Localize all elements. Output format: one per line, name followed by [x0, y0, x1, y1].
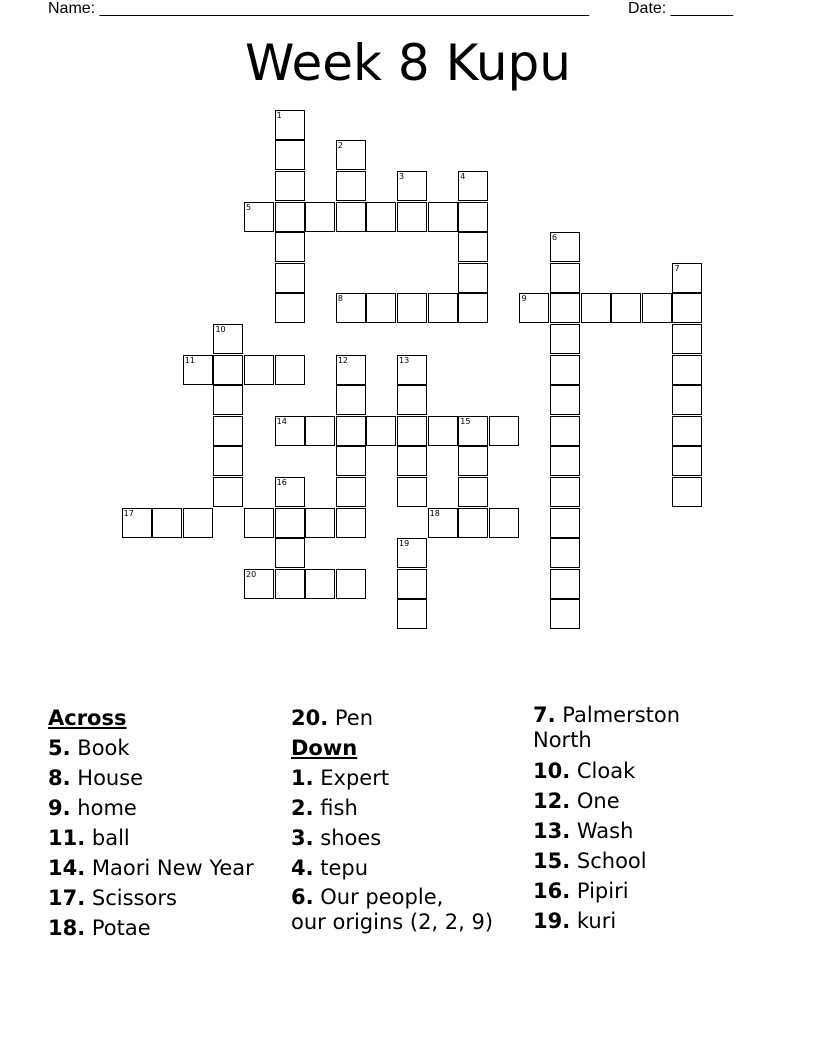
crossword-cell[interactable] [550, 385, 580, 415]
clue-down-1: 1. Expert [291, 766, 390, 790]
clue-down-13: 13. Wash [533, 819, 634, 843]
clue-number: 16 [276, 478, 287, 488]
crossword-cell[interactable] [428, 202, 458, 232]
crossword-cell[interactable] [213, 416, 243, 446]
crossword-cell[interactable] [275, 508, 305, 538]
clue-down-12: 12. One [533, 789, 620, 813]
crossword-cell[interactable] [397, 599, 427, 629]
clue-number: 13 [399, 355, 410, 365]
clue-number: 14 [276, 416, 287, 426]
crossword-cell[interactable] [336, 140, 366, 170]
date-field: Date: _______ [628, 0, 733, 17]
crossword-cell[interactable] [275, 477, 305, 507]
crossword-cell[interactable] [550, 569, 580, 599]
crossword-cell[interactable] [428, 416, 458, 446]
crossword-cell[interactable] [550, 293, 580, 323]
crossword-cell[interactable] [275, 569, 305, 599]
crossword-cell[interactable] [550, 508, 580, 538]
clue-across-18: 18. Potae [48, 916, 151, 940]
crossword-cell[interactable] [244, 508, 274, 538]
clue-down-4: 4. tepu [291, 856, 369, 880]
clue-down-10: 10. Cloak [533, 759, 636, 783]
crossword-cell[interactable] [550, 477, 580, 507]
crossword-cell[interactable] [458, 508, 488, 538]
crossword-cell[interactable] [397, 538, 427, 568]
crossword-cell[interactable] [550, 324, 580, 354]
crossword-cell[interactable] [550, 263, 580, 293]
crossword-cell[interactable] [336, 569, 366, 599]
crossword-cell[interactable] [672, 293, 702, 323]
crossword-cell[interactable] [275, 171, 305, 201]
clue-across-9: 9. home [48, 796, 137, 820]
clues-column-2 [291, 703, 493, 938]
clue-across-17: 17. Scissors [48, 886, 177, 910]
crossword-cell[interactable] [397, 293, 427, 323]
crossword-cell[interactable] [336, 508, 366, 538]
crossword-cell[interactable] [458, 263, 488, 293]
crossword-cell[interactable] [336, 416, 366, 446]
crossword-cell[interactable] [244, 202, 274, 232]
clue-across-8: 8. House [48, 766, 144, 790]
across-heading: Across [48, 706, 127, 730]
crossword-cell[interactable] [397, 385, 427, 415]
crossword-cell[interactable] [122, 508, 152, 538]
crossword-cell[interactable] [672, 263, 702, 293]
crossword-cell[interactable] [275, 538, 305, 568]
crossword-cell[interactable] [672, 446, 702, 476]
crossword-cell[interactable] [336, 385, 366, 415]
crossword-cell[interactable] [397, 202, 427, 232]
crossword-cell[interactable] [397, 477, 427, 507]
clue-number: 11 [184, 355, 196, 365]
clue-number: 7 [674, 263, 680, 273]
clue-number: 8 [337, 294, 343, 304]
clues-column-1 [48, 703, 254, 943]
clue-down-15: 15. School [533, 849, 647, 873]
clue-across-20: 20. Pen [291, 706, 374, 730]
page-title: Week 8 Kupu [244, 34, 571, 92]
crossword-cell[interactable] [397, 446, 427, 476]
crossword-cell[interactable] [366, 293, 396, 323]
crossword-cell[interactable] [397, 416, 427, 446]
clue-across-5: 5. Book [48, 736, 130, 760]
crossword-cell[interactable] [397, 569, 427, 599]
crossword-cell[interactable] [397, 171, 427, 201]
crossword-cell[interactable] [336, 171, 366, 201]
clue-number: 19 [399, 539, 410, 549]
crossword-cell[interactable] [183, 508, 213, 538]
crossword-cell[interactable] [458, 232, 488, 262]
crossword-cell[interactable] [672, 416, 702, 446]
crossword-cell[interactable] [275, 263, 305, 293]
crossword-cell[interactable] [550, 232, 580, 262]
clue-number: 5 [246, 202, 252, 212]
crossword-cell[interactable] [397, 355, 427, 385]
crossword-cell[interactable] [336, 202, 366, 232]
crossword-cell[interactable] [305, 569, 335, 599]
clue-number: 10 [215, 325, 226, 335]
crossword-cell[interactable] [213, 477, 243, 507]
crossword-cell[interactable] [458, 416, 488, 446]
crossword-cell[interactable] [581, 293, 611, 323]
crossword-cell[interactable] [458, 293, 488, 323]
crossword-cell[interactable] [213, 324, 243, 354]
crossword-cell[interactable] [244, 569, 274, 599]
clue-number: 1 [276, 110, 282, 120]
crossword-cell[interactable] [550, 416, 580, 446]
crossword-cell[interactable] [336, 355, 366, 385]
clue-down-3: 3. shoes [291, 826, 382, 850]
crossword-cell[interactable] [642, 293, 672, 323]
crossword-cell[interactable] [275, 140, 305, 170]
clue-number: 2 [337, 141, 343, 151]
crossword-cell[interactable] [458, 477, 488, 507]
crossword-cell[interactable] [672, 477, 702, 507]
crossword-cell[interactable] [244, 355, 274, 385]
down-heading: Down [291, 736, 358, 760]
crossword-cell[interactable] [275, 202, 305, 232]
crossword-cell[interactable] [336, 446, 366, 476]
crossword-cell[interactable] [152, 508, 182, 538]
crossword-cell[interactable] [458, 446, 488, 476]
clue-number: 15 [460, 416, 471, 426]
crossword-cell[interactable] [336, 293, 366, 323]
crossword-cell[interactable] [213, 446, 243, 476]
crossword-cell[interactable] [550, 355, 580, 385]
crossword-cell[interactable] [550, 538, 580, 568]
crossword-cell[interactable] [672, 385, 702, 415]
crossword-cell[interactable] [366, 416, 396, 446]
crossword-cell[interactable] [275, 293, 305, 323]
clue-down-6: 6. Our people, our origins (2, 2, 9) [291, 885, 494, 934]
crossword-cell[interactable] [458, 202, 488, 232]
clue-down-2: 2. fish [291, 796, 358, 820]
crossword-cell[interactable] [275, 355, 305, 385]
clue-number: 6 [552, 233, 558, 243]
crossword-cell[interactable] [213, 385, 243, 415]
crossword-cell[interactable] [213, 355, 243, 385]
crossword-cell[interactable] [489, 508, 519, 538]
clue-down-7: 7. Palmerston North [533, 703, 681, 752]
clue-down-16: 16. Pipiri [533, 879, 629, 903]
crossword-cell[interactable] [305, 416, 335, 446]
crossword-cell[interactable] [672, 324, 702, 354]
crossword-cell[interactable] [519, 293, 549, 323]
crossword-cell[interactable] [305, 202, 335, 232]
crossword-cell[interactable] [275, 110, 305, 140]
crossword-cell[interactable] [336, 477, 366, 507]
crossword-cell[interactable] [489, 416, 519, 446]
crossword-cell[interactable] [428, 293, 458, 323]
crossword-cell[interactable] [183, 355, 213, 385]
crossword-cell[interactable] [275, 232, 305, 262]
clue-down-19: 19. kuri [533, 909, 617, 933]
clue-number: 12 [337, 355, 349, 365]
crossword-cell[interactable] [366, 202, 396, 232]
crossword-cell[interactable] [611, 293, 641, 323]
crossword-cell[interactable] [458, 171, 488, 201]
clue-number: 9 [521, 294, 527, 304]
name-field: Name: _______________________________________________________ [48, 0, 589, 17]
crossword-cell[interactable] [428, 508, 458, 538]
crossword-cell[interactable] [550, 599, 580, 629]
clue-number: 4 [460, 172, 466, 182]
clue-across-11: 11. ball [48, 826, 130, 850]
clues-column-3 [533, 703, 680, 936]
clue-number: 18 [429, 508, 440, 518]
clue-number: 20 [246, 569, 257, 579]
clue-number: 3 [399, 172, 405, 182]
clue-across-14: 14. Maori New Year [48, 856, 254, 880]
crossword-cell[interactable] [305, 508, 335, 538]
crossword-cell[interactable] [550, 446, 580, 476]
clue-number: 17 [123, 508, 134, 518]
crossword-cell[interactable] [672, 355, 702, 385]
crossword-cell[interactable] [275, 416, 305, 446]
